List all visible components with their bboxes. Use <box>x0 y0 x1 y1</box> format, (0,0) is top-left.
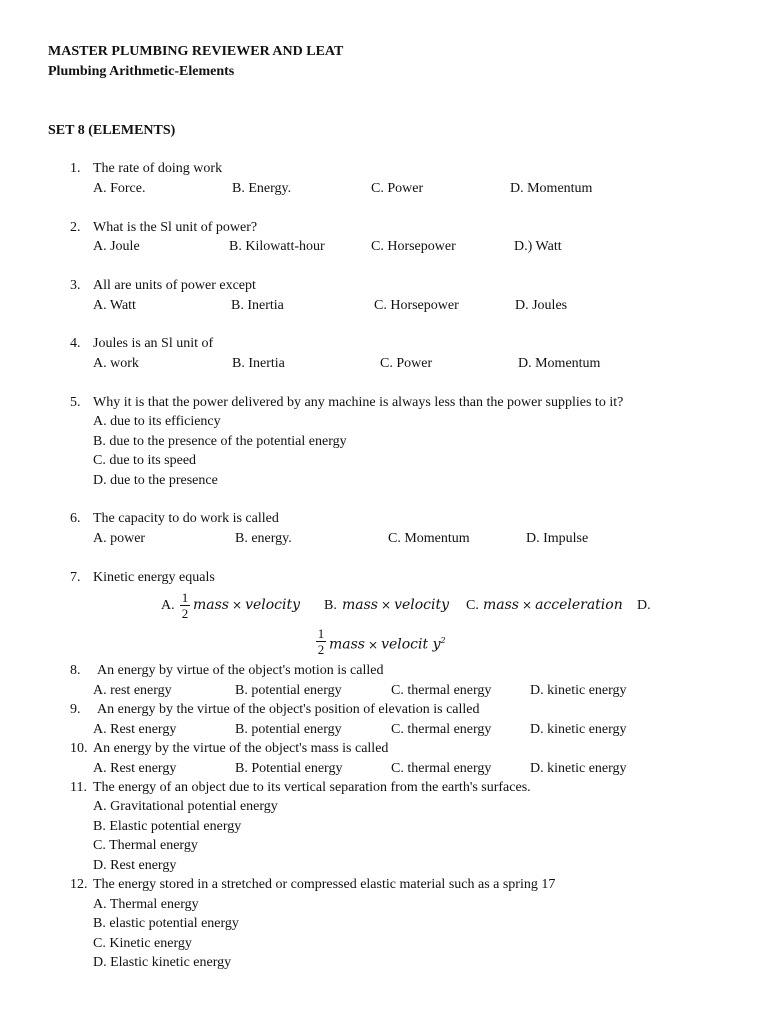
option-a: A. Force. <box>93 181 146 196</box>
fraction-one-half <box>316 627 326 656</box>
option-b: B. elastic potential energy <box>93 916 239 931</box>
document-title: MASTER PLUMBING REVIEWER AND LEAT <box>48 44 344 59</box>
document-subtitle: Plumbing Arithmetic-Elements <box>48 64 235 79</box>
question-text: The rate of doing work <box>93 161 223 176</box>
option-c: C. Thermal energy <box>93 838 198 853</box>
option-a: A. power <box>93 531 146 546</box>
option-d: D. kinetic energy <box>530 761 627 776</box>
option-c: C. thermal energy <box>391 722 492 737</box>
fraction-numerator: 1 <box>317 626 325 641</box>
option-a: A. Watt <box>93 298 136 313</box>
question-number: 6. <box>70 511 81 526</box>
option-d: D. kinetic energy <box>530 722 627 737</box>
option-c: C. Horsepower <box>374 298 459 313</box>
fraction-one-half <box>180 591 190 620</box>
term-mass: mass <box>342 597 378 613</box>
question-number: 2. <box>70 220 81 235</box>
option-b-label: B. <box>324 598 337 613</box>
option-b: B. Potential energy <box>235 761 343 776</box>
option-c: C. due to its speed <box>93 453 197 468</box>
option-c: C. Power <box>371 181 424 196</box>
option-c: C. Kinetic energy <box>93 936 192 951</box>
question-text: Why it is that the power delivered by any machine is always less than the power supplies to it? <box>93 395 624 410</box>
question-number: 9. <box>70 702 81 717</box>
option-c: C. Power <box>380 356 433 371</box>
option-a: A. work <box>93 356 139 371</box>
formula-a <box>193 597 300 613</box>
option-a: A. Rest energy <box>93 761 177 776</box>
question-text: What is the Sl unit of power? <box>93 220 258 235</box>
term-velocity: velocity <box>394 597 450 613</box>
option-a-label: A. <box>161 598 175 613</box>
question-number: 7. <box>70 570 81 585</box>
option-d: D. Momentum <box>518 356 601 371</box>
question-number: 1. <box>70 161 81 176</box>
question-text: The energy stored in a stretched or compressed elastic material such as a spring 17 <box>93 877 556 892</box>
option-d: D.) Watt <box>514 239 562 254</box>
option-c: C. Momentum <box>388 531 470 546</box>
question-text: The capacity to do work is called <box>93 511 279 526</box>
question-text: All are units of power except <box>93 278 256 293</box>
term-velocit: velocit <box>381 636 429 653</box>
question-number: 8. <box>70 663 81 678</box>
option-b: B. due to the presence of the potential energy <box>93 434 347 449</box>
question-number: 11. <box>70 780 87 795</box>
option-c: C. thermal energy <box>391 683 492 698</box>
times-sign: × <box>522 598 533 612</box>
option-b: B. potential energy <box>235 683 342 698</box>
fraction-denominator: 2 <box>181 606 189 621</box>
option-b: B. energy. <box>235 531 292 546</box>
set-heading: SET 8 (ELEMENTS) <box>48 123 176 138</box>
term-velocity: velocity <box>245 597 301 613</box>
question-text: An energy by the virtue of the object's position of elevation is called <box>97 702 480 717</box>
option-d: D. Rest energy <box>93 858 177 873</box>
question-number: 12. <box>70 877 88 892</box>
option-d: D. kinetic energy <box>530 683 627 698</box>
term-mass: mass <box>193 597 229 613</box>
option-c: C. Horsepower <box>371 239 456 254</box>
question-text: The energy of an object due to its vertical separation from the earth's surfaces. <box>93 780 531 795</box>
question-text: An energy by virtue of the object's motion is called <box>97 663 384 678</box>
option-c-label: C. <box>466 598 479 613</box>
question-text: Joules is an Sl unit of <box>93 336 214 351</box>
option-a: A. Joule <box>93 239 140 254</box>
option-a: A. Thermal energy <box>93 897 199 912</box>
option-b: B. potential energy <box>235 722 342 737</box>
times-sign: × <box>232 598 243 612</box>
formula-b <box>342 597 449 613</box>
question-number: 5. <box>70 395 81 410</box>
option-d: D. Impulse <box>526 531 589 546</box>
option-b: B. Energy. <box>232 181 292 196</box>
formula-d <box>329 633 446 653</box>
option-a: A. due to its efficiency <box>93 414 221 429</box>
times-sign: × <box>381 598 392 612</box>
exponent: 2 <box>440 636 446 645</box>
option-a: A. Rest energy <box>93 722 177 737</box>
option-b: B. Inertia <box>232 356 285 371</box>
option-c: C. thermal energy <box>391 761 492 776</box>
question-number: 10. <box>70 741 88 756</box>
formula-c <box>483 597 623 613</box>
option-d: D. Elastic kinetic energy <box>93 955 232 970</box>
fraction-denominator: 2 <box>317 642 325 657</box>
term-acceleration: acceleration <box>535 597 623 613</box>
option-b: B. Elastic potential energy <box>93 819 242 834</box>
term-y: y <box>432 636 441 653</box>
fraction-numerator: 1 <box>181 590 189 605</box>
option-d: D. Momentum <box>510 181 593 196</box>
option-d: D. due to the presence <box>93 473 218 488</box>
option-d: D. Joules <box>515 298 568 313</box>
option-b: B. Kilowatt-hour <box>229 239 325 254</box>
question-number: 3. <box>70 278 81 293</box>
question-text: Kinetic energy equals <box>93 570 215 585</box>
term-mass: mass <box>329 636 365 653</box>
option-d-label: D. <box>637 598 651 613</box>
option-a: A. rest energy <box>93 683 172 698</box>
question-number: 4. <box>70 336 81 351</box>
question-text: An energy by the virtue of the object's mass is called <box>93 741 389 756</box>
term-mass: mass <box>483 597 519 613</box>
option-a: A. Gravitational potential energy <box>93 799 278 814</box>
times-sign: × <box>368 637 379 652</box>
option-b: B. Inertia <box>231 298 284 313</box>
